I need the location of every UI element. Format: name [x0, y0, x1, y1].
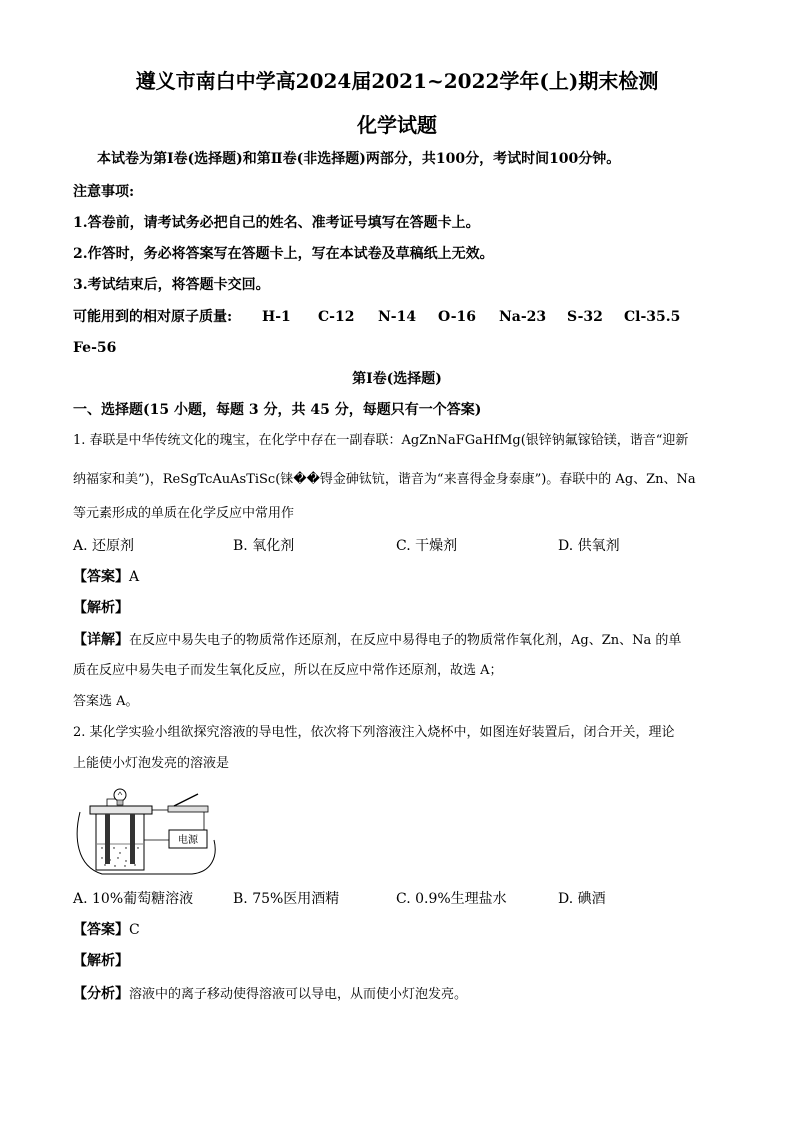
notice-item-1: 1.答卷前，请考试务必把自己的姓名、准考证号填写在答题卡上。: [73, 215, 480, 231]
atomic-mass-c: C-12: [318, 309, 355, 325]
q2-option-a: A. 10%葡萄糖溶液: [73, 891, 194, 907]
section-heading: 一、选择题(15 小题，每题 3 分，共 45 分，每题只有一个答案): [73, 402, 482, 418]
q1-line-1: 1. 春联是中华传统文化的瑰宝，在化学中存在一副春联：AgZnNaFGaHfMg(银锌钠氟镓铪镁，谐音“迎新: [73, 433, 689, 448]
answer-label: 【答案】: [73, 569, 129, 585]
atomic-mass-h: H-1: [262, 309, 291, 325]
q2-option-c: C. 0.9%生理盐水: [396, 891, 507, 907]
q1-detail-line-1: [73, 631, 681, 650]
q1-line-3: 等元素形成的单质在化学反应中常用作: [73, 506, 295, 521]
atomic-mass-cl: Cl-35.5: [624, 309, 681, 325]
q2-analysis-label: 【解析】: [73, 953, 129, 969]
atomic-mass-o: O-16: [438, 309, 477, 325]
q2-option-d: D. 碘酒: [558, 891, 606, 907]
detail-label: 【详解】: [73, 632, 129, 648]
exam-intro: 本试卷为第Ⅰ卷(选择题)和第Ⅱ卷(非选择题)两部分，共100分，考试时间100分钟。: [97, 151, 621, 167]
q1-answer: [73, 568, 139, 586]
detail-text: 在反应中易失电子的物质常作还原剂，在反应中易得电子的物质常作氧化剂，Ag、Zn、Na 的单: [129, 633, 682, 648]
q2-answer: [73, 921, 140, 939]
q2-fenxi: [73, 985, 467, 1004]
answer-value: A: [129, 569, 140, 585]
atomic-mass-fe: Fe-56: [73, 340, 117, 356]
q1-line-2: 纳福家和美”)，ReSgTcAuAsTiSc(铼��锝金砷钛钪，谐音为“来喜得金身泰康”)。春联中的 Ag、Zn、Na: [73, 472, 696, 487]
q1-option-d: D. 供氧剂: [558, 538, 620, 554]
q1-option-a: A. 还原剂: [73, 538, 135, 554]
q1-detail-line-2: 质在反应中易失电子而发生氧化反应，所以在反应中常作还原剂，故选 A；: [73, 663, 503, 678]
power-source-label: 电源: [178, 835, 198, 846]
section-title: 第Ⅰ卷(选择题): [352, 371, 442, 387]
conductivity-apparatus-figure: [72, 786, 228, 880]
atomic-mass-na: Na-23: [499, 309, 547, 325]
page-title: 遵义市南白中学高2024届2021~2022学年(上)期末检测: [135, 69, 659, 93]
q1-option-b: B. 氧化剂: [233, 538, 295, 554]
atomic-mass-s: S-32: [567, 309, 603, 325]
q1-conclusion: 答案选 A。: [73, 694, 139, 709]
fenxi-label: 【分析】: [73, 986, 129, 1002]
notice-item-3: 3.考试结束后，将答题卡交回。: [73, 277, 270, 293]
q2-option-b: B. 75%医用酒精: [233, 891, 340, 907]
q2-line-2: 上能使小灯泡发亮的溶液是: [73, 756, 230, 771]
q1-option-c: C. 干燥剂: [396, 538, 458, 554]
notice-heading: 注意事项:: [73, 184, 135, 200]
q1-analysis-label: 【解析】: [73, 600, 129, 616]
q2-line-1: 2. 某化学实验小组欲探究溶液的导电性，依次将下列溶液注入烧杯中，如图连好装置后，闭合开关，理论: [73, 725, 675, 740]
atomic-mass-n: N-14: [378, 309, 417, 325]
notice-item-2: 2.作答时，务必将答案写在答题卡上，写在本试卷及草稿纸上无效。: [73, 246, 494, 262]
fenxi-text: 溶液中的离子移动使得溶液可以导电，从而使小灯泡发亮。: [129, 987, 468, 1002]
atomic-mass-label: 可能用到的相对原子质量:: [73, 309, 233, 325]
answer-value: C: [129, 922, 140, 938]
page-subtitle: 化学试题: [357, 113, 437, 137]
answer-label: 【答案】: [73, 922, 129, 938]
